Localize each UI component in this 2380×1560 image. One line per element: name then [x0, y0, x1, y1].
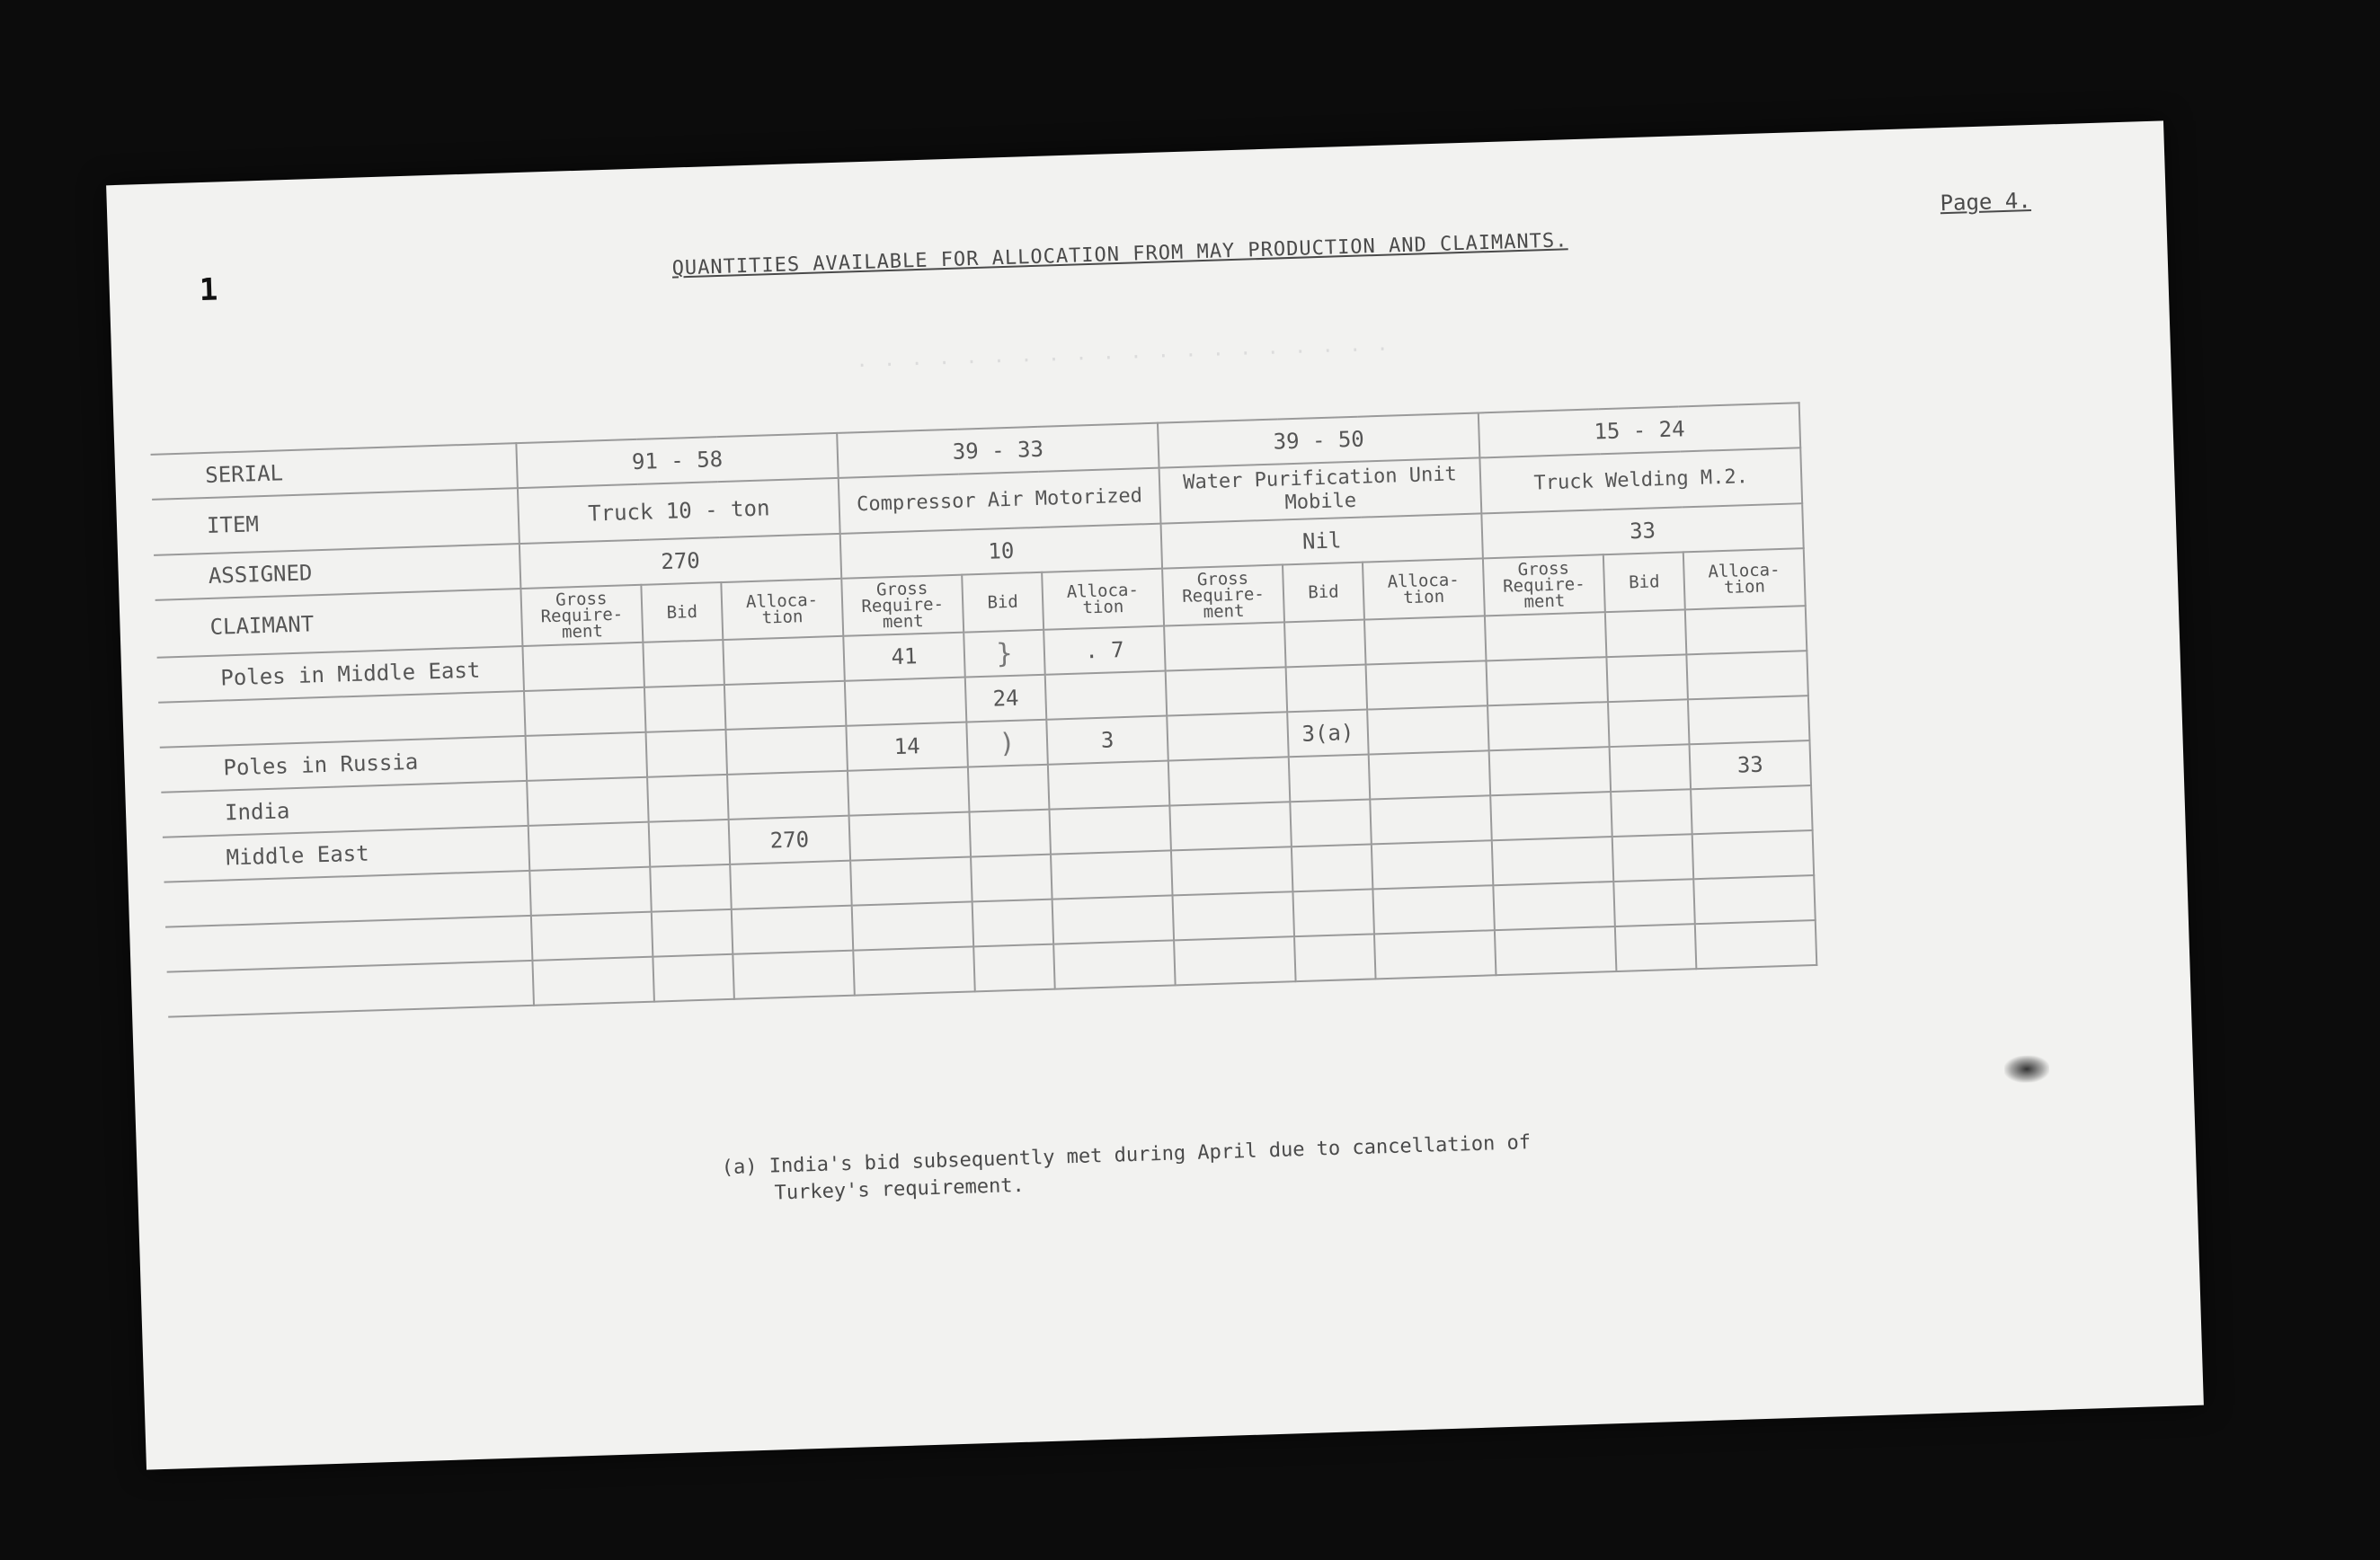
row-label-assigned: ASSIGNED: [154, 544, 520, 600]
footnote-line-2: Turkey's requirement.: [774, 1174, 1026, 1205]
c2-alloc-value: . 7: [1043, 626, 1166, 675]
page-number: Page 4.: [1940, 188, 2032, 217]
serial-col4: 15 - 24: [1479, 403, 1800, 457]
item-col1: Truck 10 - ton: [518, 478, 840, 544]
footnote: [721, 1127, 1621, 1209]
claimant-name: Poles in Russia: [160, 736, 527, 793]
c3-bid-header: Bid: [1283, 563, 1364, 623]
row-label-claimant: CLAIMANT: [155, 589, 523, 658]
c3-gross-header: Gross Require-ment: [1162, 564, 1284, 625]
c1-alloc-value: 270: [729, 816, 851, 864]
item-col3: Water Purification Unit Mobile: [1159, 457, 1482, 523]
bracket-mark: ): [966, 720, 1048, 767]
assigned-col1: 270: [520, 534, 841, 589]
row-label-item: ITEM: [152, 488, 520, 555]
bracket-mark: }: [964, 630, 1045, 678]
claimant-name: Poles in Middle East: [157, 646, 524, 703]
c4-alloc-value: 33: [1690, 740, 1812, 789]
claimant-name: Middle East: [163, 826, 529, 882]
c2-alloc-header: Alloca-tion: [1042, 569, 1164, 630]
serial-col3: 39 - 50: [1158, 412, 1479, 467]
serial-col1: 91 - 58: [516, 433, 838, 488]
c2-alloc-value: 3: [1046, 716, 1168, 765]
c4-gross-header: Gross Require-ment: [1483, 554, 1605, 616]
c1-alloc-header: Alloca-tion: [721, 579, 843, 640]
c1-bid-header: Bid: [641, 582, 723, 643]
c2-bid-value: 24: [965, 675, 1047, 722]
assigned-col3: Nil: [1161, 513, 1483, 568]
row-label-serial: SERIAL: [151, 443, 518, 500]
assigned-col4: 33: [1481, 503, 1803, 558]
serial-col2: 39 - 33: [837, 423, 1159, 478]
c3-alloc-header: Alloca-tion: [1363, 558, 1485, 619]
claimant-name: India: [161, 781, 528, 838]
c4-alloc-header: Alloca-tion: [1683, 548, 1806, 609]
document-title: QUANTITIES AVAILABLE FOR ALLOCATION FROM MAY PRODUCTION AND CLAIMANTS.: [671, 229, 1568, 280]
item-col2: Compressor Air Motorized: [839, 468, 1161, 534]
c3-bid-value: 3(a): [1287, 710, 1369, 758]
c2-gross-value: 41: [843, 633, 965, 681]
c1-gross-header: Gross Require-ment: [520, 585, 643, 646]
c4-bid-header: Bid: [1603, 552, 1685, 612]
c2-gross-header: Gross Require-ment: [841, 575, 964, 636]
c2-gross-value: 14: [846, 722, 968, 771]
ink-smudge: [2004, 1055, 2050, 1084]
c2-bid-header: Bid: [962, 572, 1043, 633]
assigned-col2: 10: [840, 524, 1162, 579]
allocation-table: [151, 402, 1818, 1017]
margin-mark: 1: [199, 271, 218, 309]
bleed-through-text: · · · · · · · · · · · · · · · · · · · ·: [856, 338, 1391, 378]
item-col4: Truck Welding M.2.: [1479, 448, 1802, 513]
footnote-line-1: (a) India's bid subsequently met during April due to cancellation of: [721, 1131, 1532, 1180]
document-sheet: [106, 120, 2204, 1469]
